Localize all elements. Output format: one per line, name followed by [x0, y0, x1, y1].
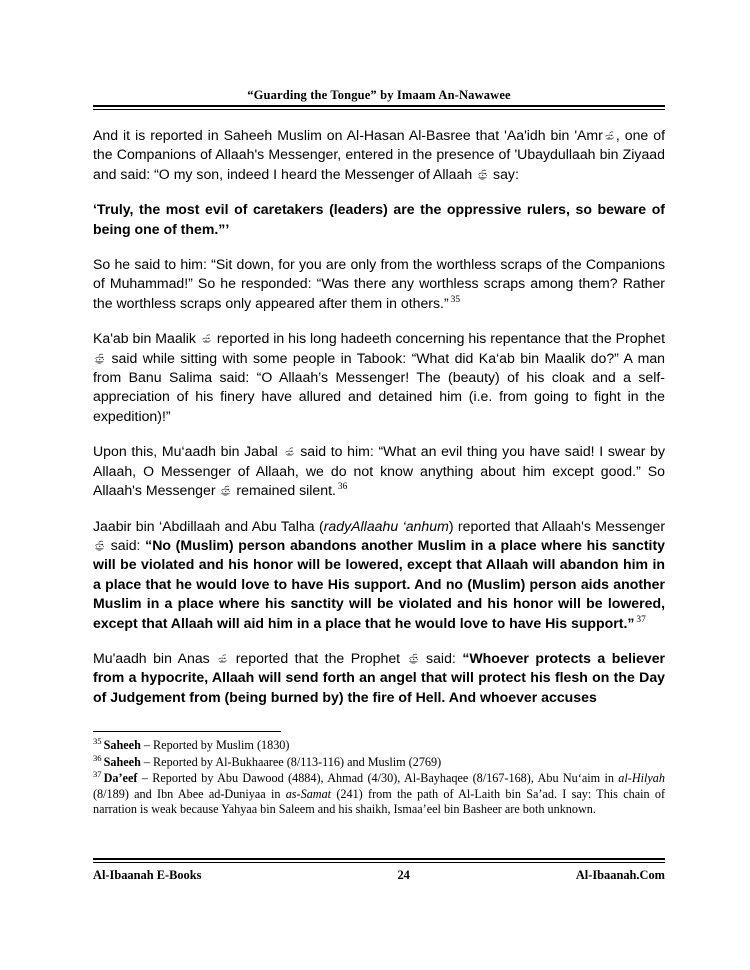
radiyallahu-anhu-icon: [201, 333, 212, 344]
paragraph-5-text-c: remained silent.: [236, 482, 336, 499]
footnote-36: [93, 752, 665, 771]
footnote-37-italic-1: al-Hilyah: [618, 771, 665, 786]
sallallahu-alayhi-wasallam-icon: [94, 353, 105, 364]
sallallahu-alayhi-wasallam-icon: [408, 653, 419, 664]
footnote-37-text-2: (8/189) and Ibn Abee ad-Duniyaa in: [93, 786, 286, 801]
sallallahu-alayhi-wasallam-icon: [94, 540, 105, 551]
paragraph-3: [93, 255, 665, 313]
footnote-36-text: – Reported by Al-Bukhaaree (8/113-116) and Muslim (2769): [140, 754, 442, 769]
paragraph-2-hadith-quote: ‘Truly, the most evil of caretakers (leaders) are the oppressive rulers, so beware of being one of them.”’: [93, 201, 665, 237]
paragraph-5-text-b: said to him: “What an evil thing you have said! I swear by Allaah, O Messenger of Allaah, we do not know anything about him except good.” So Allaah's Messenger: [93, 443, 665, 499]
paragraph-4-text-a: Ka'ab bin Maalik: [93, 330, 196, 347]
page-footer: [93, 858, 665, 883]
paragraph-4: [93, 329, 665, 426]
footnote-separator-rule: [93, 731, 281, 732]
paragraph-7-text-a: Mu'aadh bin Anas: [93, 649, 210, 666]
footnote-ref-37[interactable]: 37: [636, 614, 646, 625]
paragraph-6-hadith-quote: “No (Muslim) person abandons another Muslim in a place where his sanctity will be violated and his honor will be lowered, except that Allaah will abandon him in a place that he would love to have His support. And no (Muslim) person aids another Muslim in a place where his sanctity will be violated and his honor will be lowered, except that Allaah will aid him in a place that he would love to have His support.”: [93, 536, 665, 631]
paragraph-7: [93, 649, 665, 707]
paragraph-5-text-a: Upon this, Mu‘aadh bin Jabal: [93, 443, 278, 460]
paragraph-7-hadith-quote: “Whoever protects a believer from a hypocrite, Allaah will send forth an angel that will protect his flesh on the Day of Judgement from (being burned by) the fire of Hell. And whoever accuses: [93, 649, 666, 705]
sallallahu-alayhi-wasallam-icon: [220, 485, 231, 496]
running-head-title: “Guarding the Tongue” by Imaam An-Nawawee: [247, 88, 511, 102]
paragraph-4-text-b: reported in his long hadeeth concerning his repentance that the Prophet: [216, 330, 666, 347]
header-rule: [93, 105, 665, 110]
paragraph-6-text-c: said:: [110, 536, 141, 553]
paragraph-7-text-b: reported that the Prophet: [235, 649, 401, 666]
paragraph-6-text-b: ) reported that Allaah's Messenger: [448, 517, 666, 534]
footnote-37-grade: Da’eef: [103, 771, 138, 786]
footnote-35-number: 35: [93, 735, 102, 746]
footer-row: [93, 868, 665, 883]
paragraph-6: [93, 517, 665, 633]
radiyallahu-anhu-icon: [604, 130, 615, 141]
radiyallahu-anhu-icon: [217, 653, 228, 664]
footer-publisher: Al-Ibaanah E-Books: [93, 867, 202, 882]
footnote-36-grade: Saheeh: [103, 754, 141, 769]
footer-rule: [93, 858, 665, 863]
paragraph-1-text-b: , one of the Companions of Allaah's Messenger, entered in the presence of 'Ubaydullaah bin Ziyaad and said: “O my son, indeed I heard the Messenger of Allaah: [93, 127, 665, 182]
footnote-ref-36[interactable]: 36: [337, 482, 348, 493]
paragraph-1: [93, 126, 665, 184]
footnote-37-text-3: (241) from the path of Al-Laith bin Sa’ad. I say: This chain of narration is weak because Yahyaa bin Saleem and his shaikh, Ismaa’eel bin Basheer are both unknown.: [93, 786, 666, 817]
paragraph-3-text: So he said to him: “Sit down, for you are only from the worthless scraps of the Companions of Muhammad!” So he responded: “Was there any worthless scraps among them? Rather the worthless scraps only appeared after them in others.”: [93, 256, 665, 311]
footnote-37-number: 37: [93, 769, 102, 780]
footnote-ref-35[interactable]: 35: [450, 295, 461, 306]
paragraph-4-text-c: said while sitting with some people in Tabook: “What did Ka‘ab bin Maalik do?” A man from Banu Salima said: “O Allaah’s Messenger! The (beauty) of his cloak and a self-appreciation of his finery have allured and detained him (i.e. from going to fight in the expedition)!”: [93, 349, 665, 424]
footnote-36-number: 36: [93, 752, 102, 763]
footnote-37-italic-2: as-Samat: [285, 786, 332, 801]
paragraph-5: [93, 442, 665, 500]
sallallahu-alayhi-wasallam-icon: [477, 169, 488, 180]
footer-website: Al-Ibaanah.Com: [575, 867, 665, 882]
footnote-37: [93, 771, 665, 818]
footnote-35-grade: Saheeh: [103, 738, 141, 752]
paragraph-6-text-a: Jaabir bin ‘Abdillaah and Abu Talha (: [93, 517, 324, 534]
footnote-35-text: – Reported by Muslim (1830): [140, 738, 290, 752]
running-head: [93, 88, 665, 110]
body-text-column: [93, 126, 665, 707]
paragraph-1-text-c: say:: [493, 165, 519, 182]
paragraph-7-text-c: said:: [426, 649, 456, 666]
radiyallahu-anhu-icon: [284, 446, 295, 457]
footnote-35: [93, 735, 665, 754]
footnote-37-text-1: – Reported by Abu Dawood (4884), Ahmad (4/30), Al-Bayhaqee (8/167-168), Abu Nu‘aim in: [137, 771, 619, 786]
paragraph-6-italic-phrase: radyAllaahu ‘anhum: [323, 517, 449, 534]
footnotes-section: [93, 731, 665, 819]
page-number: 24: [397, 867, 410, 882]
paragraph-1-text-a: And it is reported in Saheeh Muslim on Al-Hasan Al-Basree that 'Aa'idh bin 'Amr: [93, 127, 603, 143]
